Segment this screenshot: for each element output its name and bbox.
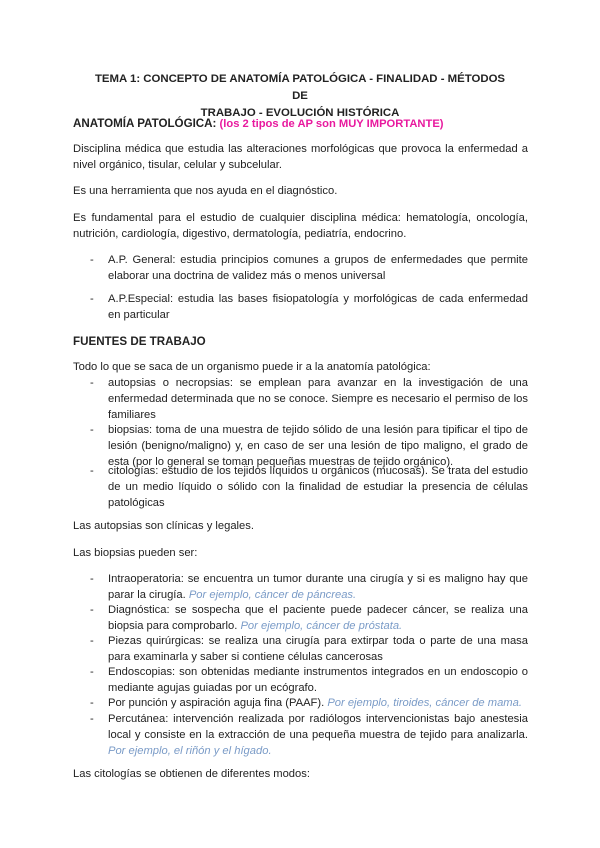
paragraph-citologias: Las citologías se obtienen de diferentes modos: bbox=[73, 768, 310, 780]
paragraph-tool: Es una herramienta que nos ayuda en el diagnóstico. bbox=[73, 185, 338, 197]
important-note: (los 2 tipos de AP son MUY IMPORTANTE) bbox=[219, 118, 444, 130]
list-item: - Por punción y aspiración aguja fina (PAAF). Por ejemplo, tiroides, cáncer de mama. bbox=[90, 697, 522, 709]
list-item: - Intraoperatoria: se encuentra un tumor durante una cirugía y si es maligno hay que parar la cirugía. Por ejemplo, cáncer de páncreas. bbox=[90, 573, 528, 602]
list-item: - A.P.Especial: estudia las bases fisiopatología y morfológicas de cada enfermedad en particular bbox=[90, 293, 528, 322]
paragraph-biopsias: Las biopsias pueden ser: bbox=[73, 547, 198, 559]
section-heading-fuentes: FUENTES DE TRABAJO bbox=[73, 335, 206, 348]
paragraph-intro: Todo lo que se saca de un organismo puede ir a la anatomía patológica: bbox=[73, 361, 431, 373]
list-item: - Endoscopias: son obtenidas mediante instrumentos integrados en un endoscopio o mediante agujas guiadas por un ecógrafo. bbox=[90, 666, 528, 695]
list-item: - autopsias o necropsias: se emplean para avanzar en la investigación de una enfermedad determinada que no se conoce. Siempre es necesario el permiso de los familiares bbox=[90, 377, 528, 422]
paragraph-definition: Disciplina médica que estudia las alteraciones morfológicas que provoca la enfermedad a nivel orgánico, tisular, celular y subcelular. bbox=[73, 143, 528, 172]
title-line-2: TRABAJO - EVOLUCIÓN HISTÓRICA bbox=[200, 107, 400, 119]
list-item: - Diagnóstica: se sospecha que el paciente puede padecer cáncer, se realiza una biopsia para comprobarlo. Por ejemplo, cáncer de próstata. bbox=[90, 604, 528, 633]
example-text: Por ejemplo, tiroides, cáncer de mama. bbox=[327, 697, 522, 709]
list-item: - biopsias: toma de una muestra de tejido sólido de una lesión para tipificar el tipo de lesión (benigno/maligno) y, en caso de ser una lesión de tipo maligno, el grado de esta (por lo general se toman pequeñas muestras de tejido orgánico). bbox=[90, 424, 528, 469]
list-item: - citologías: estudio de los tejidos líquidos u orgánicos (mucosas). Se trata del estudio de un medio líquido o sólido con la finalidad de estudiar la presencia de células patológicas bbox=[90, 465, 528, 510]
example-text: Por ejemplo, el riñón y el hígado. bbox=[108, 745, 272, 758]
example-text: Por ejemplo, cáncer de páncreas. bbox=[188, 589, 357, 602]
section-heading-anatomia bbox=[73, 116, 528, 132]
heading-text: ANATOMÍA PATOLÓGICA: bbox=[73, 117, 217, 130]
list-item: - A.P. General: estudia principios comunes a grupos de enfermedades que permite elaborar una doctrina de validez más o menos universal bbox=[90, 254, 528, 283]
paragraph-fundamental: Es fundamental para el estudio de cualquier disciplina médica: hematología, oncología, nutrición, cardiología, digestivo, dermatología, pediatría, endocrino. bbox=[73, 212, 528, 241]
list-item: - Percutánea: intervención realizada por radiólogos intervencionistas bajo anestesia local y consiste en la extracción de una pequeña muestra de tejido para analizarla. Por ejemplo, el riñón y el hígado. bbox=[90, 713, 528, 758]
list-item: - Piezas quirúrgicas: se realiza una cirugía para extirpar toda o parte de una masa para examinarla y saber si contiene células cancerosas bbox=[90, 635, 528, 664]
paragraph-autopsias: Las autopsias son clínicas y legales. bbox=[73, 520, 254, 532]
title-line-1: TEMA 1: CONCEPTO DE ANATOMÍA PATOLÓGICA - FINALIDAD - MÉTODOS DE bbox=[94, 73, 506, 102]
document-title bbox=[90, 71, 510, 122]
example-text: Por ejemplo, cáncer de próstata. bbox=[240, 620, 403, 633]
